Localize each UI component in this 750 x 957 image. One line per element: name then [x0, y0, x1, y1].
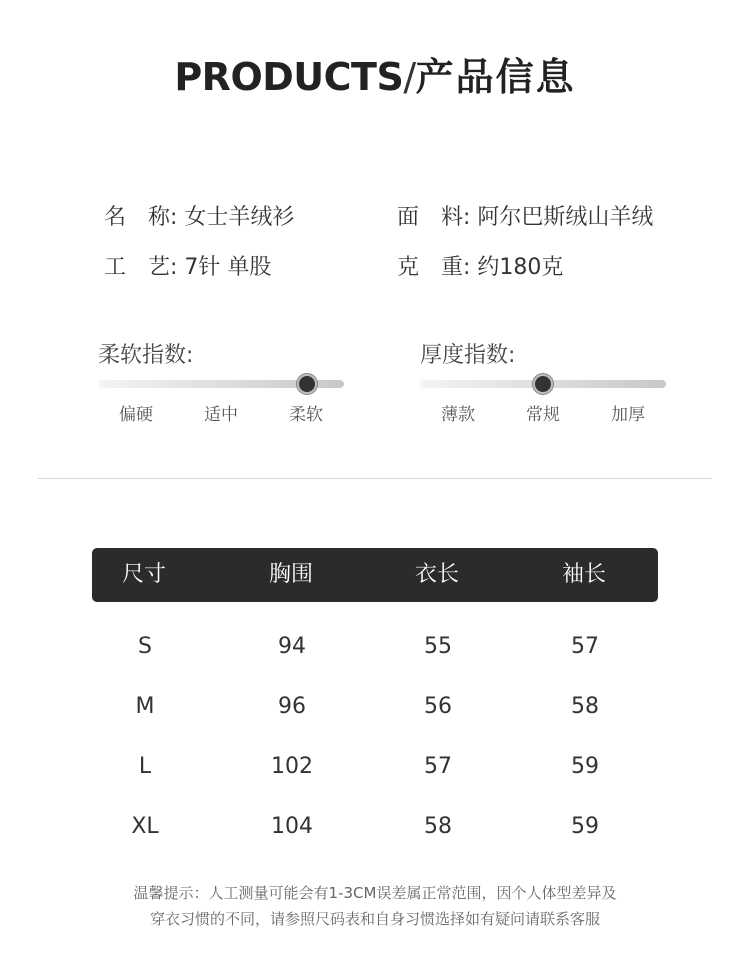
info-name-label: 名 称: — [104, 205, 178, 230]
softness-track — [98, 380, 344, 388]
table-cell-chest: 102 — [271, 754, 313, 779]
softness-tick-2: 柔软 — [289, 405, 323, 425]
info-weight-value: 约180克 — [477, 255, 564, 280]
info-craft — [104, 250, 271, 281]
thickness-label: 厚度指数: — [420, 343, 516, 368]
table-cell-sleeve: 57 — [571, 634, 599, 659]
table-cell-sleeve: 59 — [571, 814, 599, 839]
thickness-track — [420, 380, 666, 388]
table-cell-sleeve: 58 — [571, 694, 599, 719]
page-title — [0, 46, 750, 101]
thickness-tick-1: 常规 — [526, 405, 560, 425]
table-cell-length: 57 — [424, 754, 452, 779]
table-cell-chest: 104 — [271, 814, 313, 839]
size-table-header — [92, 548, 658, 602]
table-cell-size: L — [138, 754, 152, 779]
table-header-length: 衣长 — [414, 562, 459, 587]
thickness-tick-2: 加厚 — [611, 405, 645, 425]
table-cell-length: 55 — [424, 634, 452, 659]
table-header-sleeve: 袖长 — [561, 562, 606, 587]
softness-knob — [297, 374, 317, 394]
softness-tick-0: 偏硬 — [119, 405, 153, 425]
note-line-1: 温馨提示：人工测量可能会有1-3CM误差属正常范围，因个人体型差异及 — [133, 884, 617, 902]
table-cell-size: M — [135, 694, 155, 719]
table-cell-chest: 94 — [278, 634, 306, 659]
section-divider — [38, 478, 712, 479]
title-cn: 产品信息 — [415, 55, 576, 99]
table-cell-size: S — [138, 634, 152, 659]
info-weight-label: 克 重: — [397, 255, 471, 280]
table-cell-chest: 96 — [278, 694, 306, 719]
info-name-value: 女士羊绒衫 — [184, 205, 295, 230]
table-cell-size: XL — [131, 814, 159, 839]
softness-tick-1: 适中 — [204, 405, 238, 425]
softness-label: 柔软指数: — [98, 343, 194, 368]
table-cell-sleeve: 59 — [571, 754, 599, 779]
table-cell-length: 56 — [424, 694, 452, 719]
table-cell-length: 58 — [424, 814, 452, 839]
info-material-label: 面 料: — [397, 205, 471, 230]
info-craft-value: 7针 单股 — [184, 255, 272, 280]
title-separator: / — [403, 55, 416, 99]
table-header-size: 尺寸 — [121, 562, 166, 587]
info-weight — [397, 250, 563, 281]
thickness-tick-0: 薄款 — [441, 405, 475, 425]
title-en: PRODUCTS — [174, 55, 404, 99]
note-line-2: 穿衣习惯的不同，请参照尺码表和自身习惯选择如有疑问请联系客服 — [149, 910, 600, 928]
info-craft-label: 工 艺: — [104, 255, 178, 280]
thickness-knob — [533, 374, 553, 394]
info-material-value: 阿尔巴斯绒山羊绒 — [477, 205, 654, 230]
info-material — [397, 200, 653, 231]
info-name — [104, 200, 294, 231]
table-header-chest: 胸围 — [268, 562, 313, 587]
